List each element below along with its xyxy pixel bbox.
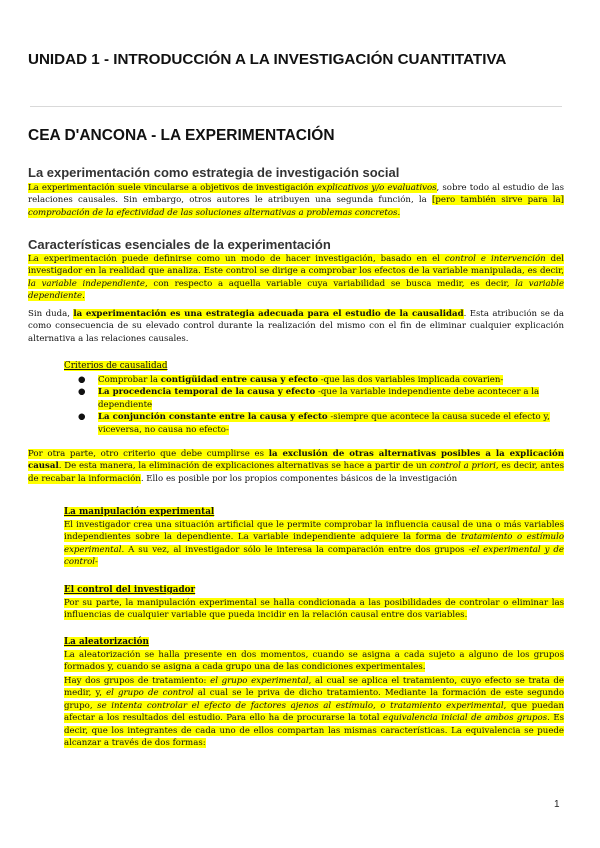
bullet-icon: ● [78,412,86,423]
highlighted-text: El investigador crea una situación artificial que le permite comprobar la influencia causal de una o más variables independientes sobre la dependiente. La variable independiente adquiere la forma de [64,520,564,543]
bullet-icon: ● [78,387,86,398]
highlighted-bold-text: la exclusión de otras alternativas posibles a la explicación causal [28,449,565,472]
highlighted-bold-text: La conjunción constante entre la causa y efecto [98,412,328,423]
highlighted-italic-text: comprobación de la efectividad de las soluciones alternativas a problemas concretos. [28,207,401,218]
highlighted-italic-text: se intenta controlar el efecto de factores ajenos al estímulo, o tratamiento experimental [97,700,504,711]
plain-text: Sin duda, [28,309,74,319]
highlighted-text: , con respecto a aquella variable cuya variabilidad se busca medir, es decir, [144,278,516,289]
highlighted-bold-text: contigüidad entre causa y efecto [160,375,318,385]
highlighted-text: Por otra parte, otro criterio que debe cumplirse es [28,449,269,459]
highlighted-italic-text: tratamiento o estímulo experimental [64,532,564,555]
highlighted-text: La experimentación suele vincularse a objetivos de investigación [28,183,317,193]
chapter-title: CEA D'ANCONA - LA EXPERIMENTACIÓN [28,127,335,144]
highlighted-text: Hay dos grupos de tratamiento: [64,676,211,686]
highlighted-bold-text: La procedencia temporal de la causa y efecto [98,387,316,398]
highlighted-italic-text: el grupo experimental [210,676,309,686]
plain-text: . Esta atribución se da como consecuencia de su elevado control durante la realización del mismo con el fin de eliminar cualquier explicación alternativa a las relaciones causales. [28,309,565,344]
unit-title: UNIDAD 1 - INTRODUCCIÓN A LA INVESTIGACIÓN CUANTITATIVA [28,51,507,68]
highlighted-text: La experimentación puede definirse como un modo de hacer investigación, basado en el [28,254,445,264]
control-heading [64,584,195,596]
section-heading-essential-characteristics: Características esenciales de la experimentación [28,237,331,252]
list-item [64,374,564,386]
highlighted-text: -que las dos variables implicada covarien- [317,375,504,385]
highlighted-text: , es decir, antes de recabar la información [28,461,564,484]
paragraph-definition [28,253,564,303]
highlighted-text: . A su vez, al investigador sólo le interesa la comparación entre dos grupos [121,544,469,555]
highlighted-bold-underlined-text: El control del investigador [64,585,196,595]
highlighted-text: Comprobar la [98,375,161,385]
highlighted-text: , al cual se aplica el tratamiento, cuyo efecto se trata de medir, y, [64,676,564,699]
bullet-icon: ● [78,375,86,385]
highlighted-text: La aleatorización se halla presente en dos momentos, cuando se asigna a cada sujeto a alguno de los grupos formados y, cuando se asigna a cada grupo una de las condiciones experimentales. [64,650,564,673]
highlighted-italic-text: explicativos y/o evaluativos [316,183,437,193]
highlighted-bold-text: la experimentación es una estrategia adecuada para el estudio de la causalidad [73,309,464,319]
page-number: 1 [554,799,560,810]
manipulation-paragraph [64,519,564,569]
highlighted-underlined-text: Criterios de causalidad [64,361,168,371]
highlighted-italic-text: la variable dependiente [28,278,565,302]
highlighted-text: al cual se le priva de dicho tratamiento. Mediante la formación de este segundo grupo, [64,688,564,711]
highlighted-italic-text: -el experimental y de control- [64,544,564,568]
control-paragraph [64,597,564,622]
highlighted-text: , que puedan afectar a los resultados del estudio. Para ello ha de procurarse la total [64,700,564,724]
criteria-heading [64,360,167,372]
highlighted-text: . De esta manera, la eliminación de explicaciones alternativas se hace a partir de un [58,461,430,472]
paragraph-objectives [28,182,564,219]
plain-text: . Ello es posible por los propios componentes básicos de la investigación [140,473,458,484]
randomization-heading [64,636,149,648]
highlighted-text: -que la variable independiente debe acontecer a la dependiente [98,387,540,410]
section-heading-experimentation-strategy: La experimentación como estrategia de investigación social [28,165,400,180]
highlighted-text: . [82,291,85,302]
highlighted-text: del investigador en la realidad que analiza. Este control se dirige a comprobar los efectos de la variable manipulada, es decir, [28,254,564,277]
highlighted-bold-underlined-text: La aleatorización [64,637,149,647]
randomization-paragraph-2 [64,675,564,749]
list-item [64,386,564,411]
highlighted-italic-text: control e intervención [444,254,546,264]
plain-text: , sobre todo al estudio de las relaciones causales. Sin embargo, otros autores le atribuyen una segunda función, la [28,183,565,206]
highlighted-italic-text: el grupo de control [106,688,194,699]
highlighted-text: Por su parte, la manipulación experimental se halla condicionada a las posibilidades de controlar o eliminar las influencias de cualquier variable que pueda incidir en la relación causal entre dos variables. [64,598,564,621]
paragraph-causality [28,308,564,345]
highlighted-text: [pero también sirve para la] [432,195,564,206]
highlighted-italic-text: control a priori [429,461,496,472]
highlighted-italic-text: la variable independiente [28,278,145,289]
paragraph-exclusion [28,448,564,485]
manipulation-heading [64,506,214,518]
criteria-list [64,374,564,436]
highlighted-text: -siempre que acontece la causa sucede el efecto y, viceversa, no causa no efecto- [98,412,550,435]
randomization-paragraph-1 [64,649,564,674]
highlighted-bold-underlined-text: La manipulación experimental [64,507,215,517]
list-item [64,411,564,436]
highlighted-italic-text: equivalencia inicial de ambos grupos [382,713,548,724]
highlighted-text: . Es decir, que los integrantes de cada uno de ellos compartan las mismas características. La equivalencia se puede alcanzar a través de dos formas: [64,713,565,749]
title-divider [30,106,562,107]
